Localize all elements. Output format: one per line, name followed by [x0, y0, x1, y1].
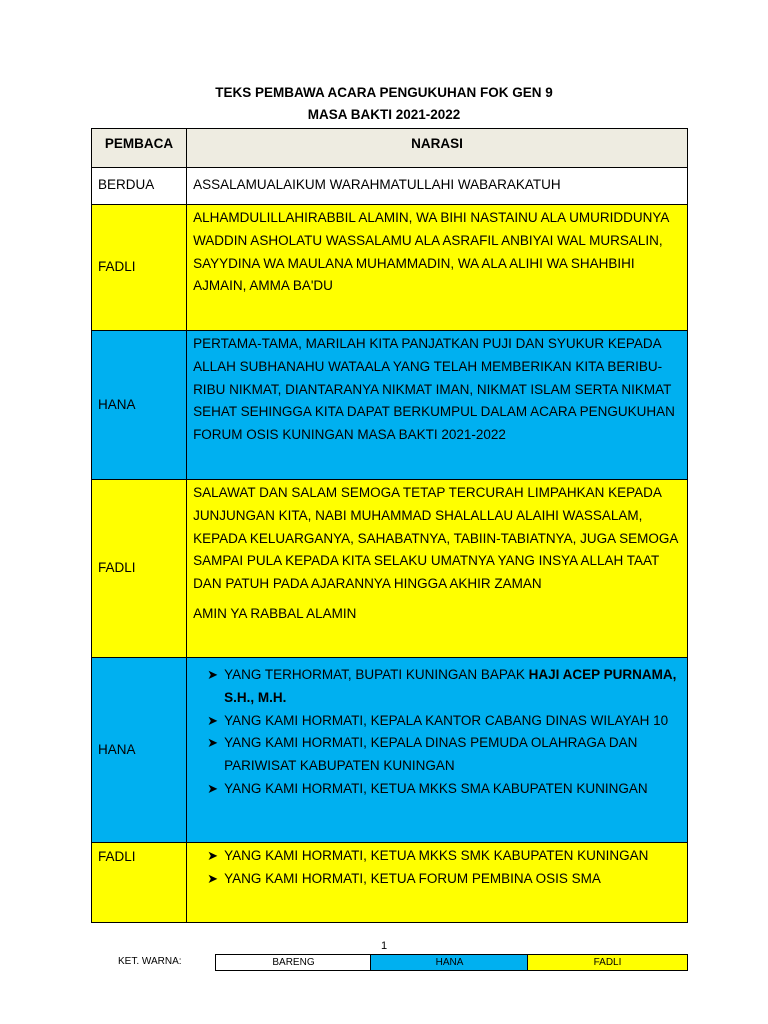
- legend-key-bareng: BARENG: [215, 954, 372, 971]
- list-item: [207, 710, 681, 733]
- list-item-bold-name: HAJI ACEP PURNAMA, S.H., M.H.: [224, 667, 677, 705]
- list-item-text: YANG KAMI HORMATI, KETUA MKKS SMA KABUPATEN KUNINGAN: [224, 780, 648, 796]
- document-title: TEKS PEMBAWA ACARA PENGUKUHAN FOK GEN 9: [215, 85, 553, 100]
- table-row: [92, 480, 688, 658]
- table-row: [92, 331, 688, 480]
- greeting-list: [193, 843, 681, 895]
- narration-cell: [187, 205, 688, 331]
- narration-text: AMIN YA RABBAL ALAMIN: [193, 605, 357, 621]
- list-item-text: YANG KAMI HORMATI, KEPALA DINAS PEMUDA OLAHRAGA DAN PARIWISAT KABUPATEN KUNINGAN: [224, 735, 638, 774]
- narration-text: ASSALAMUALAIKUM WARAHMATULLAHI WABARAKATUH: [193, 177, 561, 192]
- narration-cell: [187, 843, 688, 923]
- list-item-text: YANG KAMI HORMATI, KETUA MKKS SMK KABUPATEN KUNINGAN: [224, 848, 649, 863]
- legend-label: KET. WARNA:: [118, 956, 182, 967]
- list-item-text: YANG KAMI HORMATI, KEPALA KANTOR CABANG DINAS WILAYAH 10: [224, 712, 669, 728]
- narration-text: SALAWAT DAN SALAM SEMOGA TETAP TERCURAH LIMPAHKAN KEPADA JUNJUNGAN KITA, NABI MUHAMMAD SHALALLAU ALAIHI WASSALAM, KEPADA KELUARGANYA, SAHABATNYA, TABIIN-TABIATNYA, JUGA SEMOGA SAMPAI PULA KEPADA KITA SELAKU UMATNYA YANG INSYA ALLAH TAAT DAN PATUH PADA AJARANNYA HINGGA AKHIR ZAMAN: [193, 485, 678, 592]
- reader-cell: BERDUA: [92, 168, 187, 205]
- narration-cell: [187, 168, 688, 205]
- document-subtitle: MASA BAKTI 2021-2022: [307, 107, 461, 122]
- reader-cell: HANA: [92, 658, 187, 843]
- header-pembaca: PEMBACA: [92, 129, 187, 168]
- narration-cell: [187, 658, 688, 843]
- table-row: [92, 843, 688, 923]
- reader-cell: FADLI: [92, 205, 187, 331]
- reader-cell: HANA: [92, 331, 187, 480]
- list-item: [207, 868, 681, 891]
- legend-key-hana: HANA: [370, 954, 529, 971]
- header-narasi: NARASI: [187, 129, 688, 168]
- arrow-bullet-icon: ➤: [207, 667, 218, 682]
- list-item: [207, 845, 681, 868]
- page-number: 1: [380, 940, 388, 952]
- list-item: [207, 778, 681, 801]
- script-table: [91, 128, 688, 923]
- list-item-text: YANG TERHORMAT, BUPATI KUNINGAN BAPAK: [224, 667, 529, 682]
- arrow-bullet-icon: ➤: [207, 712, 218, 728]
- reader-cell: FADLI: [92, 843, 187, 923]
- narration-cell: [187, 331, 688, 480]
- list-item-text: YANG KAMI HORMATI, KETUA FORUM PEMBINA OSIS SMA: [224, 870, 601, 886]
- reader-cell: FADLI: [92, 480, 187, 658]
- legend-key-fadli: FADLI: [527, 954, 688, 971]
- list-item: [207, 664, 681, 710]
- arrow-bullet-icon: ➤: [207, 848, 218, 863]
- list-item: [207, 732, 681, 778]
- table-header-row: [92, 129, 688, 168]
- narration-text: PERTAMA-TAMA, MARILAH KITA PANJATKAN PUJI DAN SYUKUR KEPADA ALLAH SUBHANAHU WATAALA YANG TELAH MEMBERIKAN KITA BERIBU-RIBU NIKMAT, DIANTARANYA NIKMAT IMAN, NIKMAT ISLAM SERTA NIKMAT SEHAT SEHINGGA KITA DAPAT BERKUMPUL DALAM ACARA PENGUKUHAN FORUM OSIS KUNINGAN MASA BAKTI 2021-2022: [193, 336, 675, 443]
- narration-text: ALHAMDULILLAHIRABBIL ALAMIN, WA BIHI NASTAINU ALA UMURIDDUNYA WADDIN ASHOLATU WASSALAMU ALA ASRAFIL ANBIYAI WAL MURSALIN, SAYYDINA WA MAULANA MUHAMMADIN, WA ALA ALIHI WA SHAHBIHI AJMAIN, AMMA BA'DU: [193, 210, 669, 294]
- arrow-bullet-icon: ➤: [207, 870, 218, 886]
- greeting-list: [193, 658, 681, 805]
- table-row: [92, 205, 688, 331]
- narration-cell: [187, 480, 688, 658]
- table-row: [92, 658, 688, 843]
- arrow-bullet-icon: ➤: [207, 780, 218, 796]
- table-row: [92, 168, 688, 205]
- arrow-bullet-icon: ➤: [207, 735, 218, 751]
